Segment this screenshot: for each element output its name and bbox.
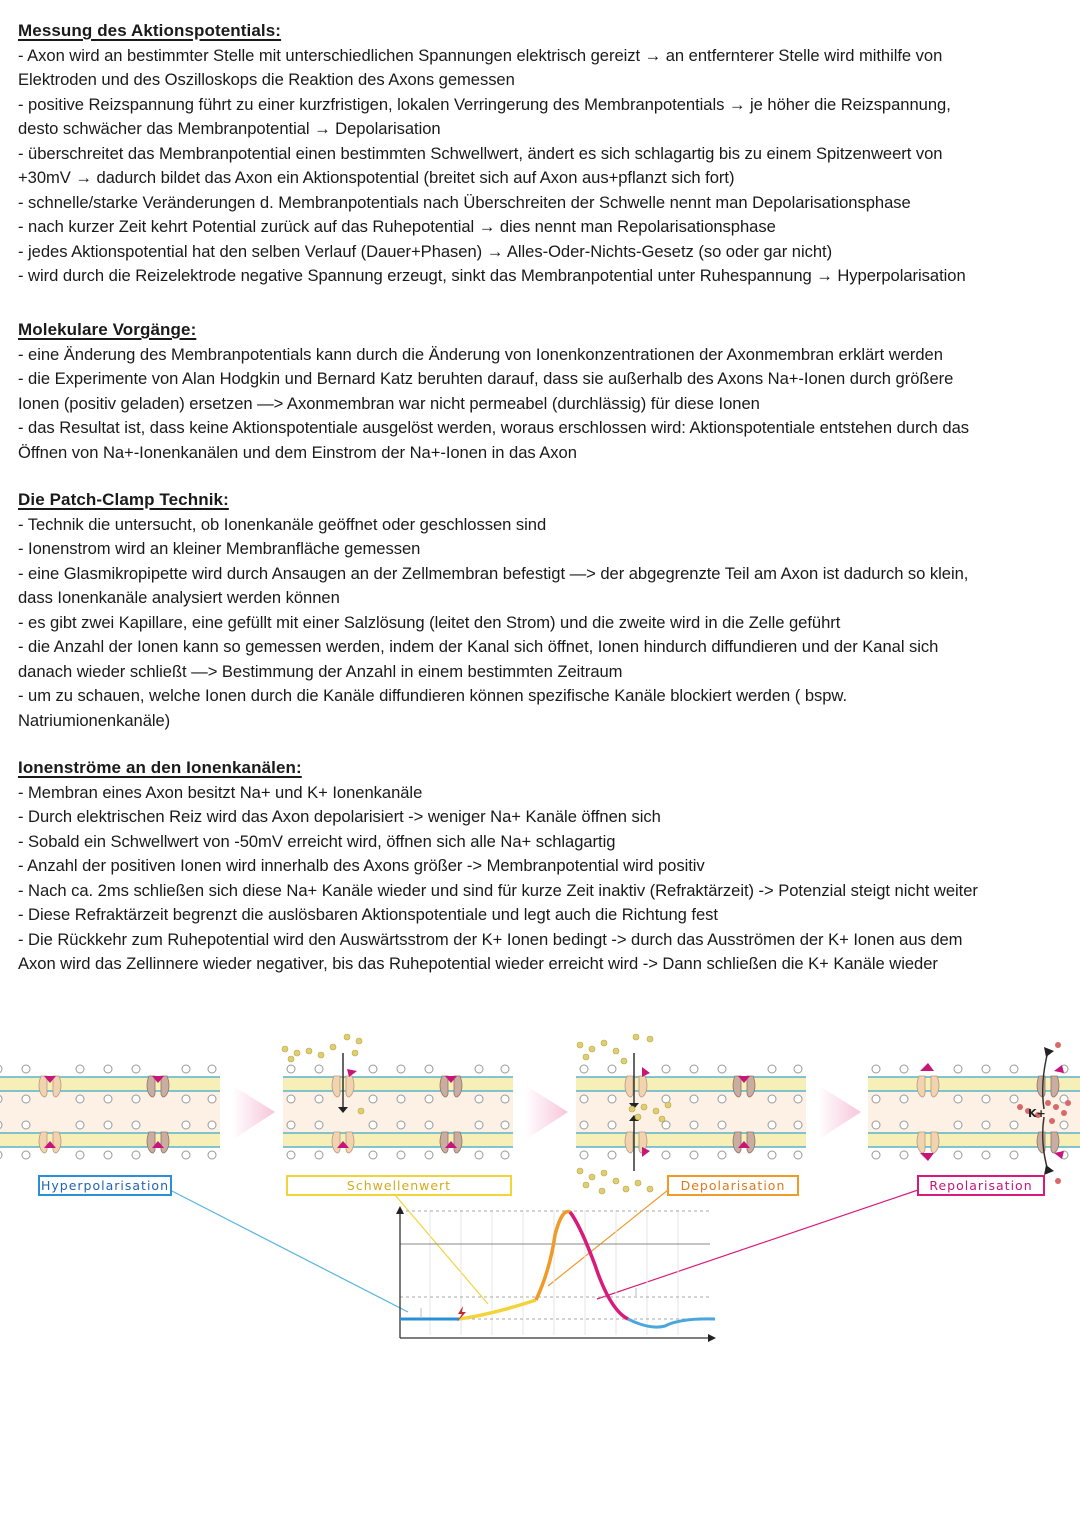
text-line: - die Anzahl der Ionen kann so gemessen werden, indem der Kanal sich öffnet, Ionen hindurch diffundieren und der Kanal sich: [18, 637, 939, 656]
text-line: - schnelle/starke Veränderungen d. Membranpotentials nach Überschreiten der Schwelle nennt man Depolarisationsphase: [18, 192, 911, 212]
action-potential-chart: [396, 1206, 716, 1342]
k-ion-label: K+: [1028, 1107, 1046, 1120]
action-potential-diagram: [0, 1030, 1080, 1360]
text-line: Elektroden und des Oszilloskops die Reaktion des Axons gemessen: [18, 70, 515, 89]
text-line: - wird durch die Reizelektrode negative Spannung erzeugt, sinkt das Membranpotential unter Ruhespannung → Hyperpolarisation: [18, 266, 966, 285]
section-messung: [18, 19, 1068, 289]
text-line: - Nach ca. 2ms schließen sich diese Na+ Kanäle wieder und sind für kurze Zeit inaktiv (Refraktärzeit) -> Potenzial steigt nicht weiter: [18, 880, 978, 900]
text-line: Ionen (positiv geladen) ersetzen —> Axonmembran war nicht permeabel (durchlässig) für diese Ionen: [18, 393, 760, 413]
text-line: - Durch elektrischen Reiz wird das Axon depolarisiert -> weniger Na+ Kanäle öffnen sich: [18, 807, 661, 826]
section-heading: Molekulare Vorgänge:: [18, 320, 197, 339]
text-line: - Anzahl der positiven Ionen wird innerhalb des Axons größer -> Membranpotential wird positiv: [18, 856, 705, 875]
text-line: desto schwächer das Membranpotential → Depolarisation: [18, 119, 441, 138]
text-line: - die Experimente von Alan Hodgkin und Bernard Katz beruhten darauf, dass sie außerhalb des Axons Na+-Ionen durch größere: [18, 369, 954, 388]
section-patch-clamp: [18, 488, 1068, 733]
connector-line: [548, 1190, 668, 1286]
arrow-icon: [232, 1085, 275, 1140]
label-hyperpolarisation: Hyperpolarisation: [38, 1175, 172, 1196]
connector-line: [170, 1190, 408, 1312]
label-schwellenwert: Schwellenwert: [286, 1175, 512, 1196]
text-line: danach wieder schließt —> Bestimmung der Anzahl in einem bestimmten Zeitraum: [18, 661, 623, 681]
text-line: - Diese Refraktärzeit begrenzt die auslösbaren Aktionspotentiale und legt auch die Richtung fest: [18, 905, 718, 924]
text-line: dass Ionenkanäle analysiert werden können: [18, 588, 340, 607]
label-depolarisation: Depolarisation: [667, 1175, 799, 1196]
text-line: - Die Rückkehr zum Ruhepotential wird den Auswärtsstrom der K+ Ionen bedingt -> durch das Ausströmen der K+ Ionen aus dem: [18, 929, 963, 949]
text-line: Natriumionenkanäle): [18, 710, 171, 730]
text-line: - Sobald ein Schwellwert von -50mV erreicht wird, öffnen sich alle Na+ schlagartig: [18, 831, 616, 851]
text-line: - Technik die untersucht, ob Ionenkanäle geöffnet oder geschlossen sind: [18, 514, 547, 534]
section-molekulare-vorgaenge: [18, 318, 1068, 465]
text-line: +30mV → dadurch bildet das Axon ein Aktionspotential (breitet sich auf Axon aus+pflanzt sich fort): [18, 168, 735, 187]
text-line: - eine Glasmikropipette wird durch Ansaugen an der Zellmembran befestigt —> der abgegrenzte Teil am Axon ist dadurch so klein,: [18, 563, 969, 583]
arrow-icon: [525, 1085, 568, 1140]
text-line: Axon wird das Zellinnere wieder negativer, bis das Ruhepotential wieder erreicht wird -> Dann schließen die K+ Kanäle wieder: [18, 954, 938, 973]
text-line: - jedes Aktionspotential hat den selben Verlauf (Dauer+Phasen) → Alles-Oder-Nichts-Gesetz (so oder gar nicht): [18, 241, 833, 261]
text-line: - das Resultat ist, dass keine Aktionspotentiale ausgelöst werden, woraus erschlossen wird: Aktionspotentiale entstehen durch das: [18, 418, 970, 437]
section-heading: Messung des Aktionspotentials:: [18, 21, 282, 40]
text-line: - es gibt zwei Kapillare, eine gefüllt mit einer Salzlösung (leitet den Strom) und die zweite wird in die Zelle geführt: [18, 612, 841, 632]
text-line: - Membran eines Axon besitzt Na+ und K+ Ionenkanäle: [18, 782, 423, 802]
text-line: - nach kurzer Zeit kehrt Potential zurück auf das Ruhepotential → dies nennt man Repolarisationsphase: [18, 217, 776, 236]
text-line: - Ionenstrom wird an kleiner Membranfläche gemessen: [18, 539, 421, 558]
text-line: - Axon wird an bestimmter Stelle mit unterschiedlichen Spannungen elektrisch gereizt → an entfernterer Stelle wird mithilfe von: [18, 45, 943, 65]
text-line: Öffnen von Na+-Ionenkanälen und dem Einstrom der Na+-Ionen in das Axon: [18, 442, 577, 462]
text-line: - um zu schauen, welche Ionen durch die Kanäle diffundieren können spezifische Kanäle blockiert werden ( bspw.: [18, 686, 848, 705]
section-ionenstroeme: [18, 756, 1068, 977]
section-heading: Die Patch-Clamp Technik:: [18, 490, 229, 509]
label-repolarisation: Repolarisation: [917, 1175, 1045, 1196]
text-line: - positive Reizspannung führt zu einer kurzfristigen, lokalen Verringerung des Membranpotentials → je höher die Reizspannung,: [18, 94, 951, 114]
text-line: - überschreitet das Membranpotential einen bestimmten Schwellwert, ändert es sich schlagartig bis zu einem Spitzenweert von: [18, 143, 943, 163]
section-heading: Ionenströme an den Ionenkanälen:: [18, 758, 302, 777]
arrow-icon: [818, 1085, 861, 1140]
text-line: - eine Änderung des Membranpotentials kann durch die Änderung von Ionenkonzentrationen der Axonmembran erklärt werden: [18, 344, 943, 364]
